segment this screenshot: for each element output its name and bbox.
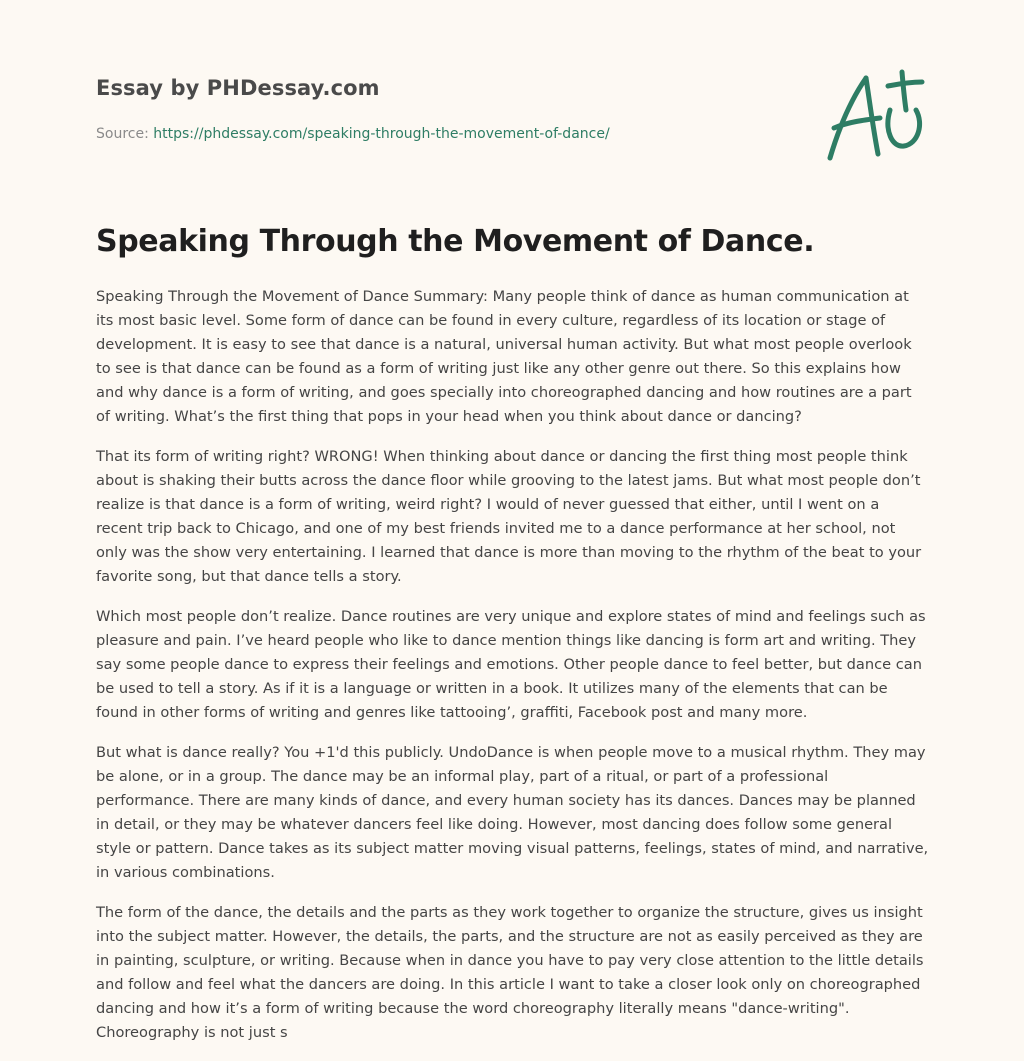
essay-body	[96, 285, 930, 1061]
essay-header	[96, 76, 716, 142]
source-line	[96, 126, 716, 142]
essay-paragraph: That its form of writing right? WRONG! When thinking about dance or dancing the first thing most people think about is shaking their butts across the dance floor while grooving to the latest jams. But what most people don’t realize is that dance is a form of writing, weird right? I would of never guessed that either, until I went on a recent trip back to Chicago, and one of my best friends invited me to a dance performance at her school, not only was the show very entertaining. I learned that dance is more than moving to the rhythm of the beat to your favorite song, but that dance tells a story.	[96, 448, 922, 585]
essay-paragraph: But what is dance really? You +1'd this publicly. UndoDance is when people move to a musical rhythm. They may be alone, or in a group. The dance may be an informal play, part of a ritual, or part of a professional performance. There are many kinds of dance, and every human society has its dances. Dances may be planned in detail, or they may be whatever dancers feel like doing. However, most dancing does follow some general style or pattern. Dance takes as its subject matter moving visual patterns, feelings, states of mind, and narrative, in various combinations.	[96, 744, 929, 881]
a-plus-grade-icon	[820, 66, 930, 166]
essay-paragraph: Speaking Through the Movement of Dance Summary: Many people think of dance as human communication at its most basic level. Some form of dance can be found in every culture, regardless of its location or stage of development. It is easy to see that dance is a natural, universal human activity. But what most people overlook to see is that dance can be found as a form of writing just like any other genre out there. So this explains how and why dance is a form of writing, and goes specially into choreographed dancing and how routines are a part of writing. What’s the first thing that pops in your head when you think about dance or dancing?	[96, 288, 912, 425]
a-plus-logo-svg	[820, 66, 930, 166]
essay-title: Speaking Through the Movement of Dance.	[96, 224, 815, 259]
site-brand: Essay by PHDessay.com	[96, 76, 380, 100]
essay-paragraph: The form of the dance, the details and the parts as they work together to organize the structure, gives us insight into the subject matter. However, the details, the parts, and the structure are not as easily perceived as they are in painting, sculpture, or writing. Because when in dance you have to pay very close attention to the little details and follow and feel what the dancers are doing. In this article I want to take a closer look only on choreographed dancing and how it’s a form of writing because the word choreography literally means "dance-writing". Choreography is not just s	[96, 904, 924, 1041]
source-link[interactable]: https://phdessay.com/speaking-through-the-movement-of-dance/	[153, 126, 610, 142]
essay-paragraph: Which most people don’t realize. Dance routines are very unique and explore states of mind and feelings such as pleasure and pain. I’ve heard people who like to dance mention things like dancing is form art and writing. They say some people dance to express their feelings and emotions. Other people dance to feel better, but dance can be used to tell a story. As if it is a language or written in a book. It utilizes many of the elements that can be found in other forms of writing and genres like tattooing’, graffiti, Facebook post and many more.	[96, 608, 926, 721]
source-label: Source:	[96, 126, 149, 142]
